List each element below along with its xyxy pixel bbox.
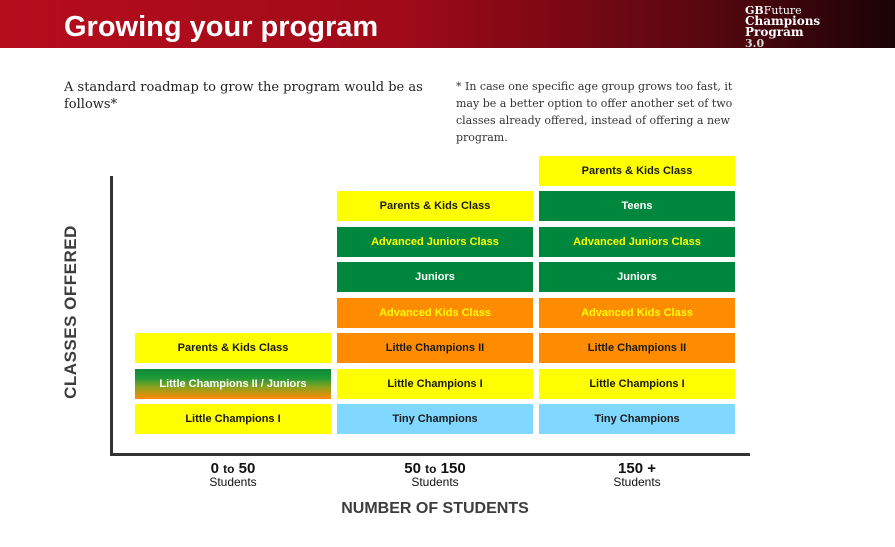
column-label — [337, 460, 533, 488]
range-to: to — [223, 462, 235, 476]
range-end: 50 — [238, 460, 256, 477]
class-box: Advanced Juniors Class — [539, 227, 735, 257]
range-to: to — [425, 462, 437, 476]
logo-gb: GB — [745, 4, 764, 17]
logo-future: Future — [763, 4, 802, 17]
header-banner — [0, 0, 895, 48]
class-box: Juniors — [337, 262, 533, 292]
class-box: Advanced Kids Class — [539, 298, 735, 328]
class-box: Little Champions II / Juniors — [135, 369, 331, 399]
x-axis-label: NUMBER OF STUDENTS — [341, 500, 529, 517]
range-start: 150 + — [618, 460, 656, 477]
column-label — [539, 460, 735, 488]
page-title: Growing your program — [64, 11, 379, 43]
class-box: Little Champions I — [337, 369, 533, 399]
class-box: Advanced Kids Class — [337, 298, 533, 328]
y-axis-line — [110, 176, 113, 455]
class-box: Teens — [539, 191, 735, 221]
program-logo — [745, 5, 820, 49]
class-box: Tiny Champions — [337, 404, 533, 434]
column-label — [135, 460, 331, 488]
logo-program: Program — [745, 25, 804, 39]
range-start: 0 — [210, 460, 219, 477]
x-axis-line — [110, 453, 750, 456]
y-axis-label: CLASSES OFFERED — [61, 225, 80, 399]
intro-text: A standard roadmap to grow the program would be as follows* — [64, 80, 423, 112]
class-box: Parents & Kids Class — [337, 191, 533, 221]
class-box: Little Champions II — [337, 333, 533, 363]
class-box: Tiny Champions — [539, 404, 735, 434]
class-box: Little Champions I — [539, 369, 735, 399]
footnote-text: * In case one specific age group grows too fast, it may be a better option to offer another set of two classes already offered, instead of offering a new program. — [456, 80, 733, 144]
range-start: 50 — [404, 460, 421, 477]
range-end: 150 — [440, 460, 466, 477]
class-box: Juniors — [539, 262, 735, 292]
logo-champions: Champions — [745, 14, 821, 28]
class-box: Little Champions I — [135, 404, 331, 434]
students-caption: Students — [411, 475, 459, 489]
students-caption: Students — [209, 475, 257, 489]
logo-version: 3.0 — [745, 37, 765, 50]
students-caption: Students — [613, 475, 661, 489]
class-box: Advanced Juniors Class — [337, 227, 533, 257]
class-box: Parents & Kids Class — [135, 333, 331, 363]
class-box: Parents & Kids Class — [539, 156, 735, 186]
class-box: Little Champions II — [539, 333, 735, 363]
